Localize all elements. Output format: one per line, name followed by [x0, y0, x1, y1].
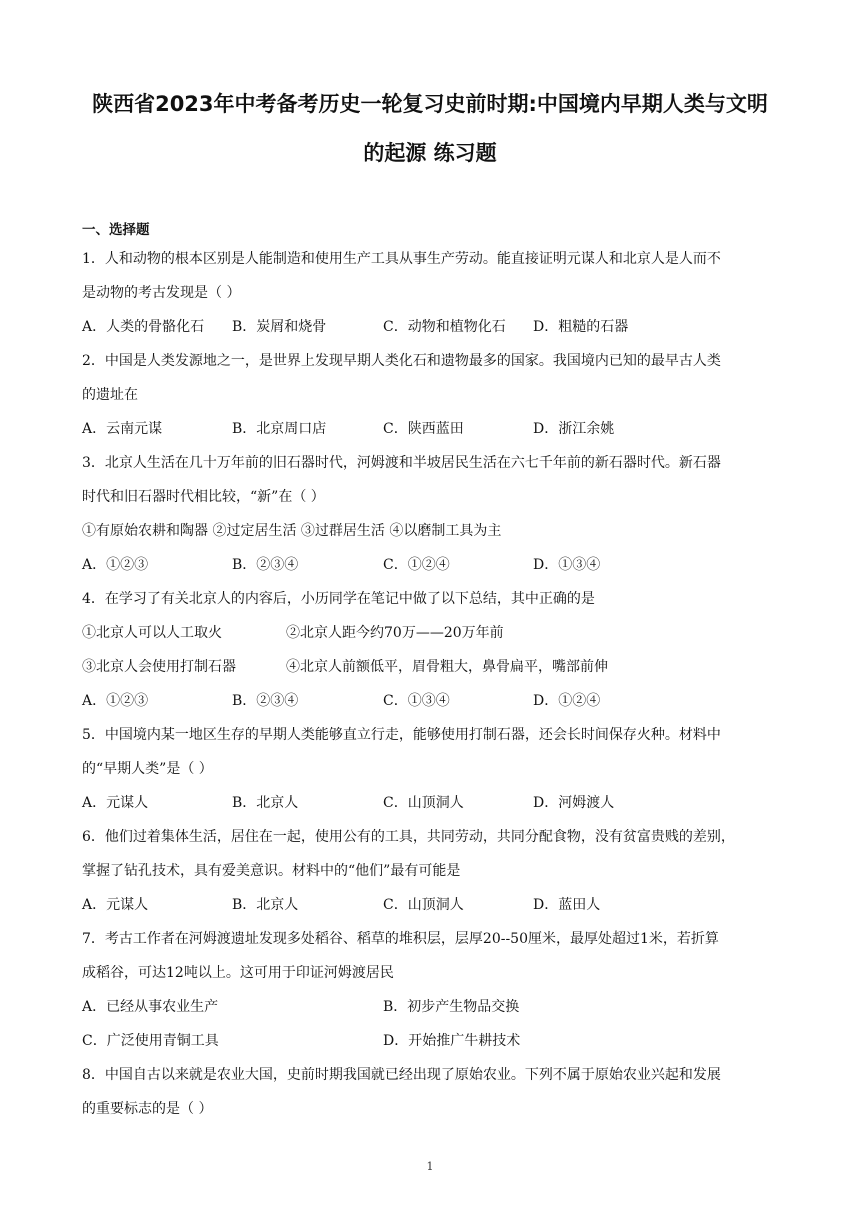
question-2-option-b: B．北京周口店: [232, 421, 327, 437]
question-3-option-a: A．①②③: [82, 557, 149, 573]
question-2-option-c: C．陕西蓝田: [383, 421, 464, 437]
question-6-text: 掌握了钻孔技术，具有爱美意识。材料中的“他们”最有可能是: [82, 863, 461, 879]
question-4-statement-4: ④北京人前额低平，眉骨粗大，鼻骨扁平，嘴部前伸: [286, 659, 608, 675]
question-8-text: 8．中国自古以来就是农业大国，史前时期我国就已经出现了原始农业。下列不属于原始农业兴起和发展: [82, 1067, 721, 1083]
question-4-text: 4．在学习了有关北京人的内容后，小历同学在笔记中做了以下总结，其中正确的是: [82, 591, 595, 607]
question-5-option-a: A．元谋人: [82, 795, 149, 811]
question-7-option-b: B．初步产生物品交换: [383, 999, 520, 1015]
question-7-text: 成稻谷，可达12吨以上。这可用于印证河姆渡居民: [82, 965, 394, 981]
question-1-option-a: A．人类的骨骼化石: [82, 319, 205, 335]
question-5-text: 的“早期人类”是（ ）: [82, 761, 213, 777]
question-6-option-d: D．蓝田人: [533, 897, 601, 913]
question-2-text: 2．中国是人类发源地之一，是世界上发现早期人类化石和遗物最多的国家。我国境内已知的最早古人类: [82, 353, 721, 369]
question-3-statements: ①有原始农耕和陶器 ②过定居生活 ③过群居生活 ④以磨制工具为主: [82, 523, 502, 539]
question-4-statement-3: ③北京人会使用打制石器: [82, 659, 236, 675]
question-5-option-c: C．山顶洞人: [383, 795, 464, 811]
question-1-option-d: D．粗糙的石器: [533, 319, 629, 335]
document-title-line-1: 陕西省2023年中考备考历史一轮复习史前时期:中国境内早期人类与文明: [92, 92, 768, 116]
question-7-option-d: D．开始推广牛耕技术: [383, 1033, 521, 1049]
question-4-option-d: D．①②④: [533, 693, 601, 709]
question-4-option-c: C．①③④: [383, 693, 450, 709]
question-1-text: 1．人和动物的根本区别是人能制造和使用生产工具从事生产劳动。能直接证明元谋人和北京人是人而不: [82, 251, 721, 267]
question-6-text: 6．他们过着集体生活，居住在一起，使用公有的工具，共同劳动，共同分配食物，没有贫富贵贱的差别，: [82, 829, 735, 845]
page-number: 1: [426, 1160, 434, 1173]
question-6-option-c: C．山顶洞人: [383, 897, 464, 913]
question-6-option-a: A．元谋人: [82, 897, 149, 913]
question-5-option-d: D．河姆渡人: [533, 795, 615, 811]
question-8-text: 的重要标志的是（ ）: [82, 1101, 213, 1117]
question-6-option-b: B．北京人: [232, 897, 299, 913]
question-7-text: 7．考古工作者在河姆渡遗址发现多处稻谷、稻草的堆积层，层厚20--50厘米，最厚处超过1米，若折算: [82, 931, 719, 947]
question-2-option-a: A．云南元谋: [82, 421, 163, 437]
question-3-text: 3．北京人生活在几十万年前的旧石器时代，河姆渡和半坡居民生活在六七千年前的新石器时代。新石器: [82, 455, 721, 471]
question-3-option-b: B．②③④: [232, 557, 299, 573]
question-5-option-b: B．北京人: [232, 795, 299, 811]
question-2-option-d: D．浙江余姚: [533, 421, 615, 437]
question-4-option-a: A．①②③: [82, 693, 149, 709]
question-4-statement-1: ①北京人可以人工取火: [82, 625, 222, 641]
question-7-option-c: C．广泛使用青铜工具: [82, 1033, 219, 1049]
question-1-option-b: B．炭屑和烧骨: [232, 319, 327, 335]
section-heading: 一、选择题: [82, 222, 150, 238]
question-7-option-a: A．已经从事农业生产: [82, 999, 219, 1015]
document-title-line-2: 的起源 练习题: [363, 141, 497, 165]
question-5-text: 5．中国境内某一地区生存的早期人类能够直立行走，能够使用打制石器，还会长时间保存火种。材料中: [82, 727, 721, 743]
question-3-option-d: D．①③④: [533, 557, 601, 573]
question-1-option-c: C．动物和植物化石: [383, 319, 506, 335]
question-3-text: 时代和旧石器时代相比较，“新”在（ ）: [82, 489, 325, 505]
question-4-option-b: B．②③④: [232, 693, 299, 709]
question-2-text: 的遗址在: [82, 387, 138, 403]
question-4-statement-2: ②北京人距今约70万——20万年前: [286, 625, 504, 641]
question-1-text: 是动物的考古发现是（ ）: [82, 285, 241, 301]
question-3-option-c: C．①②④: [383, 557, 450, 573]
